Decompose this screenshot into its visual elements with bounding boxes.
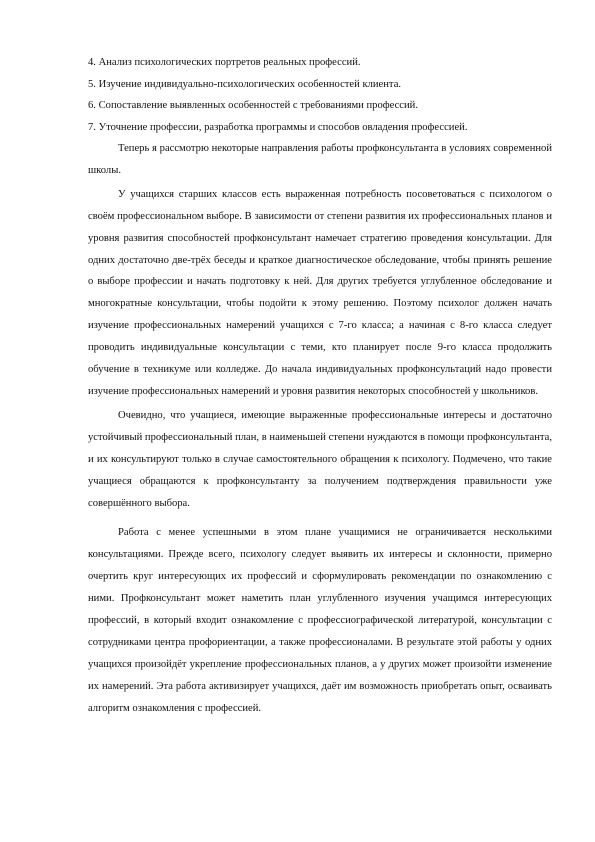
document-page	[88, 52, 552, 720]
list-item-6: 6. Сопоставление выявленных особенностей с требованиями профессий.	[88, 100, 418, 111]
list-item-4: 4. Анализ психологических портретов реальных профессий.	[88, 57, 361, 68]
paragraph-less-successful: Работа с менее успешными в этом плане учащимися не ограничивается несколькими консультациями. Прежде всего, психологу следует выявить их интересы и склонности, примерно очертить круг интересующих их профессий и сформулировать рекомендации по ознакомлению с ними. Профконсультант может наметить план углубленного изучения учащимся интересующих профессий, в который входит ознакомление с профессиографической литературой, консультации с сотрудниками центра профориентации, а также профессионалами. В результате этой работы у одних учащихся произойдёт укрепление профессиональных планов, а у других может произойти изменение их намерений. Эта работа активизирует учащихся, даёт им возможность приобретать опыт, осваивать алгоритм ознакомления с профессией.	[88, 527, 552, 714]
list-item-5: 5. Изучение индивидуально-психологических особенностей клиента.	[88, 78, 402, 90]
paragraph-senior-students: У учащихся старших классов есть выраженная потребность посоветоваться с психологом о своём профессиональном выборе. В зависимости от степени развития их профессиональных планов и уровня развития способностей профконсультант намечает стратегию проведения консультации. Для одних достаточно двe-трёх беседы и краткое диагностическое обследование, чтобы принять решение о выборе профессии и начать подготовку к ней. Для других требуется углубленное обследование и многократные консультации, чтобы подойти к этому решению. Поэтому психолог должен начать изучение профессиональных намерений учащихся с 7-го класса; а начиная с 8-го класса следует проводить индивидуальные консультации с теми, кто планирует после 9-го класса продолжить обучение в техникуме или колледже. До начала индивидуальных профконсультаций надо провести изучение профессиональных намерений и уровня развития некоторых способностей у школьников.	[88, 188, 552, 397]
list-item-7: 7. Уточнение профессии, разработка программы и способов овладения профессией.	[88, 121, 468, 133]
paragraph-interests: Очевидно, что учащиеся, имеющие выраженные профессиональные интересы и достаточно устойчивый профессиональный план, в наименьшей степени нуждаются в помощи профконсультанта, и их консультируют только в случае самостоятельного обращения к психологу. Подмечено, что такие учащиеся обращаются к профконсультанту за получением подтверждения правильности уже совершённого выбора.	[88, 409, 552, 509]
paragraph-intro: Теперь я рассмотрю некоторые направления работы профконсультанта в условиях современной школы.	[88, 143, 552, 176]
